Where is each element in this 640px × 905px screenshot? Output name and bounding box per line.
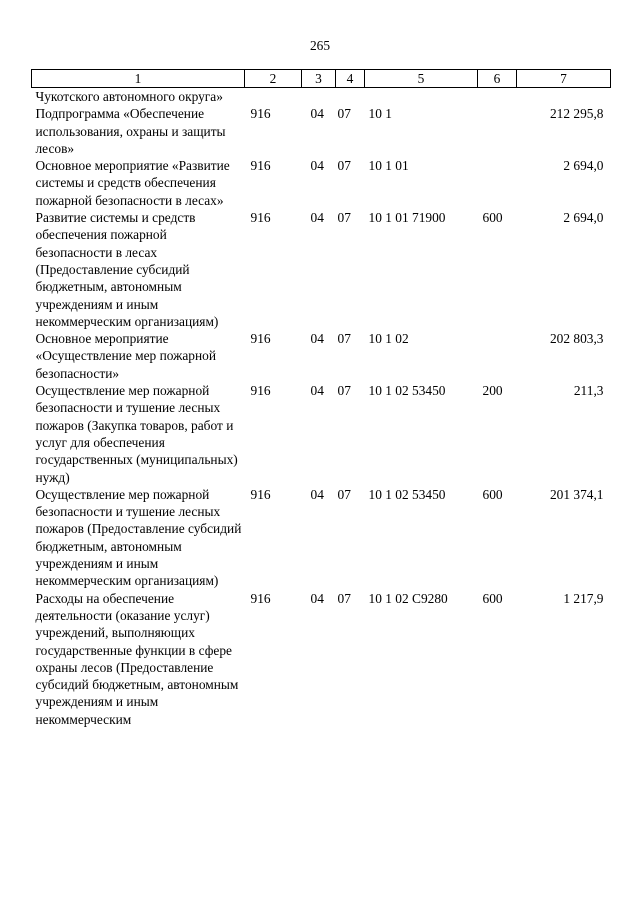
- row-section-code: 04: [310, 106, 324, 122]
- row-subsection-code: [336, 88, 365, 106]
- row-expense-type: [478, 330, 517, 382]
- row-target-code: 10 1 01 71900: [368, 210, 446, 226]
- row-target-code: 10 1 01: [368, 158, 409, 174]
- row-expense-type: [478, 157, 517, 209]
- row-target-code: 10 1 02 53450: [368, 486, 446, 502]
- row-target-code: [365, 88, 478, 106]
- table-row: [32, 486, 611, 590]
- row-name: Развитие системы и средств обеспечения пожарной безопасности в лесах (Предоставление субсидий бюджетным, автономным учреждениям и иным некоммерческим организациям): [35, 210, 219, 329]
- row-subsection-code: 07: [337, 383, 351, 399]
- row-section-code: 04: [310, 331, 324, 347]
- row-amount: 211,3: [573, 383, 604, 399]
- table-row: [32, 590, 611, 728]
- row-section-code: 04: [310, 158, 324, 174]
- row-section-code: 04: [310, 210, 324, 226]
- table-row: [32, 105, 611, 157]
- row-amount: 1 217,9: [563, 590, 604, 606]
- row-expense-type: 600: [482, 486, 503, 502]
- row-name: Осуществление мер пожарной безопасности и тушение лесных пожаров (Предоставление субсидий бюджетным, автономным учреждениям и иным некоммерческим организациям): [35, 486, 242, 589]
- row-gr-code: 916: [250, 331, 271, 347]
- row-name: Осуществление мер пожарной безопасности и тушение лесных пожаров (Закупка товаров, работ и услуг для обеспечения государственных (муниципальных) нужд): [35, 383, 238, 485]
- column-header-2: 2: [245, 70, 302, 88]
- row-section-code: 04: [310, 383, 324, 399]
- row-amount: 2 694,0: [563, 210, 604, 226]
- row-amount: 212 295,8: [549, 106, 604, 122]
- row-gr-code: [245, 88, 302, 106]
- row-expense-type: [478, 88, 517, 106]
- row-target-code: 10 1 02 53450: [368, 383, 446, 399]
- row-section-code: 04: [310, 486, 324, 502]
- table-row: [32, 330, 611, 382]
- row-expense-type: 600: [482, 590, 503, 606]
- row-name: Основное мероприятие «Осуществление мер пожарной безопасности»: [35, 331, 217, 381]
- column-header-3: 3: [302, 70, 336, 88]
- row-gr-code: 916: [250, 158, 271, 174]
- row-target-code: 10 1 02: [368, 331, 409, 347]
- row-expense-type: 200: [482, 383, 503, 399]
- row-amount: [517, 88, 611, 106]
- row-subsection-code: 07: [337, 331, 351, 347]
- row-gr-code: 916: [250, 106, 271, 122]
- row-name: Чукотского автономного округа»: [35, 89, 223, 104]
- row-subsection-code: 07: [337, 486, 351, 502]
- row-target-code: 10 1 02 С9280: [368, 590, 448, 606]
- row-section-code: [302, 88, 336, 106]
- column-header-6: 6: [478, 70, 517, 88]
- row-amount: 201 374,1: [549, 486, 604, 502]
- column-header-4: 4: [336, 70, 365, 88]
- row-name: Основное мероприятие «Развитие системы и средств обеспечения пожарной безопасности в лесах»: [35, 158, 230, 208]
- table-row: [32, 382, 611, 486]
- row-subsection-code: 07: [337, 210, 351, 226]
- row-target-code: 10 1: [368, 106, 392, 122]
- page-number: 265: [309, 38, 331, 53]
- column-header-5: 5: [365, 70, 478, 88]
- column-header-1: 1: [32, 70, 245, 88]
- row-subsection-code: 07: [337, 158, 351, 174]
- table-row: [32, 157, 611, 209]
- row-expense-type: 600: [482, 210, 503, 226]
- row-subsection-code: 07: [337, 590, 351, 606]
- table-header: [32, 70, 611, 88]
- row-gr-code: 916: [250, 590, 271, 606]
- table-body: [32, 88, 611, 728]
- header-row: [32, 70, 611, 88]
- table-row: [32, 209, 611, 330]
- row-expense-type: [478, 105, 517, 157]
- row-amount: 202 803,3: [549, 331, 604, 347]
- table-row: [32, 88, 611, 106]
- row-gr-code: 916: [250, 383, 271, 399]
- column-header-7: 7: [517, 70, 611, 88]
- row-name: Подпрограмма «Обеспечение использования, охраны и защиты лесов»: [35, 106, 226, 156]
- row-amount: 2 694,0: [563, 158, 604, 174]
- budget-table: [31, 69, 611, 728]
- row-subsection-code: 07: [337, 106, 351, 122]
- row-name: Расходы на обеспечение деятельности (оказание услуг) учреждений, выполняющих государственные функции в сфере охраны лесов (Предоставление субсидий бюджетным, автономным учреждениям и иным некоммерческим: [35, 590, 239, 727]
- row-gr-code: 916: [250, 486, 271, 502]
- row-section-code: 04: [310, 590, 324, 606]
- row-gr-code: 916: [250, 210, 271, 226]
